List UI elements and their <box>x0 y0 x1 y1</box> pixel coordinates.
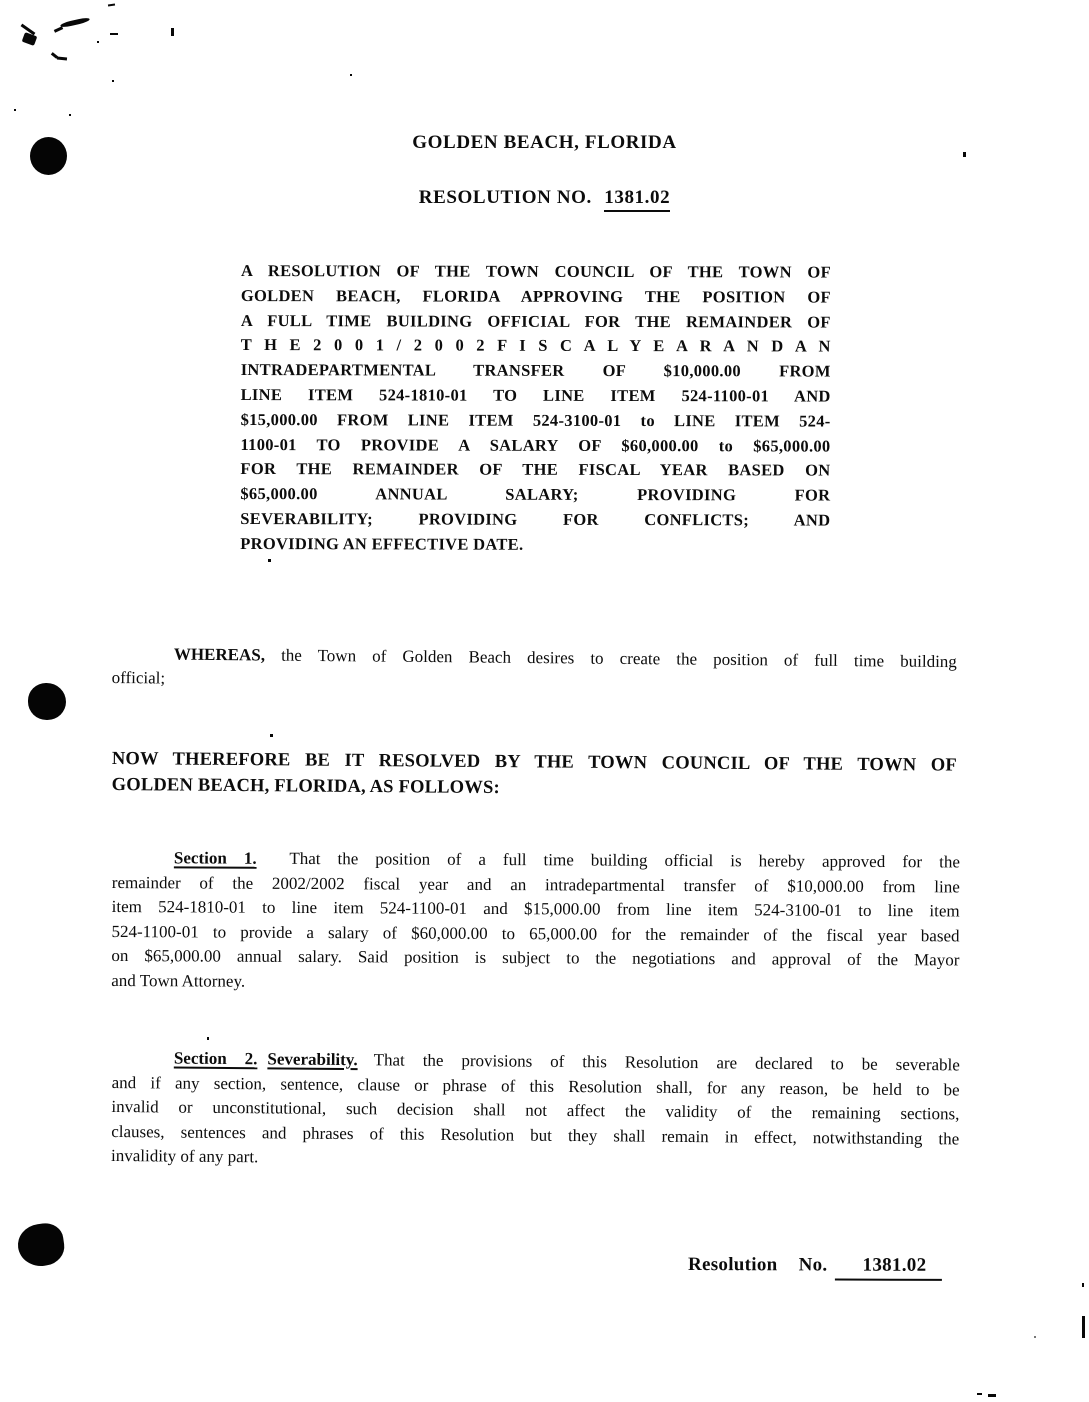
whereas-lead: WHEREAS, <box>173 644 266 665</box>
scan-speck <box>14 109 16 111</box>
scan-speck <box>112 80 114 82</box>
whereas-text: the Town of Golden Beach desires to create the position of full time building <box>281 645 957 672</box>
preamble-line: A FULL TIME BUILDING OFFICIAL FOR THE REMAINDER OF <box>240 310 831 332</box>
section-2-line: clauses, sentences and phrases of this Resolution but they shall remain in effect, notwithstanding the <box>111 1121 960 1149</box>
scan-speck <box>207 1037 209 1040</box>
section-2 <box>111 1046 960 1176</box>
footer-number-underline <box>834 1256 942 1281</box>
section-1-line: item 524-1810-01 to line item 524-1100-01 and $15,000.00 from line item 524-3100-01 to line item <box>111 897 960 921</box>
section-2-subheading: Severability. <box>267 1049 358 1070</box>
preamble-line: A RESOLUTION OF THE TOWN COUNCIL OF THE TOWN OF <box>240 261 831 282</box>
scan-speck <box>1034 1336 1036 1338</box>
resolution-preamble <box>240 259 831 558</box>
pen-mark <box>54 26 63 33</box>
preamble-line: LINE ITEM 524-1810-01 TO LINE ITEM 524-1100-01 AND <box>240 384 831 406</box>
scan-edge-mark <box>1082 1316 1085 1338</box>
section-1-text: That the position of a full time building official is hereby approved for the <box>289 848 960 872</box>
scan-speck <box>268 559 271 562</box>
pen-mark <box>108 4 115 7</box>
section-1 <box>111 846 960 998</box>
section-2-line: invalidity of any part. <box>110 1146 259 1167</box>
scan-speck <box>69 114 71 116</box>
preamble-line: T H E 2 0 0 1 / 2 0 0 2 F I S C A L Y E A R A N D A N <box>240 335 831 356</box>
preamble-line: PROVIDING AN EFFECTIVE DATE. <box>240 533 524 554</box>
preamble-line: $15,000.00 FROM LINE ITEM 524-3100-01 to LINE ITEM 524- <box>240 409 831 431</box>
pen-mark <box>22 32 38 46</box>
preamble-line: FOR THE REMAINDER OF THE FISCAL YEAR BASED ON <box>240 459 831 480</box>
resolved-line: GOLDEN BEACH, FLORIDA, AS FOLLOWS: <box>111 774 500 799</box>
section-1-line: on $65,000.00 annual salary. Said position is subject to the negotiations and approval of the Mayor <box>111 946 960 970</box>
preamble-line: SEVERABILITY; PROVIDING FOR CONFLICTS; AND <box>240 508 831 530</box>
resolution-number-heading <box>0 187 1089 212</box>
scan-speck <box>270 734 273 737</box>
pen-mark <box>60 17 90 29</box>
scan-speck <box>1082 1283 1084 1287</box>
footer-no-label: No. <box>798 1254 828 1276</box>
preamble-line: $65,000.00 ANNUAL SALARY; PROVIDING FOR <box>240 484 831 505</box>
section-2-line: invalid or unconstitutional, such decision shall not affect the validity of the remaining sections, <box>111 1097 960 1124</box>
section-1-line: and Town Attorney. <box>111 970 246 991</box>
scan-speck <box>977 1393 982 1395</box>
pen-mark <box>110 33 118 35</box>
pen-mark <box>171 28 174 36</box>
scan-speck <box>988 1394 996 1397</box>
resolution-number: 1381.02 <box>604 188 670 212</box>
hole-punch-mark <box>28 683 66 720</box>
resolved-clause <box>112 746 957 805</box>
footer-resolution-number <box>688 1254 943 1281</box>
whereas-line: official; <box>111 667 166 688</box>
preamble-line: GOLDEN BEACH, FLORIDA APPROVING THE POSITION OF <box>240 285 831 307</box>
document-title: GOLDEN BEACH, FLORIDA <box>412 132 677 153</box>
section-1-line: remainder of the 2002/2002 fiscal year and an intradepartmental transfer of $10,000.00 from line <box>111 872 960 897</box>
scan-speck <box>97 41 99 43</box>
hole-punch-mark <box>15 1221 66 1269</box>
section-1-line: 524-1100-01 to provide a salary of $60,000.00 to 65,000.00 for the remainder of the fiscal year based <box>111 921 960 946</box>
scan-speck <box>350 74 352 76</box>
preamble-line: 1100-01 TO PROVIDE A SALARY OF $60,000.00 to $65,000.00 <box>240 434 831 456</box>
footer-number: 1381.02 <box>862 1254 927 1276</box>
resolved-line: NOW THEREFORE BE IT RESOLVED BY THE TOWN COUNCIL OF THE TOWN OF <box>111 748 957 776</box>
section-2-line: and if any section, sentence, clause or phrase of this Resolution shall, for any reason, be held to be <box>111 1072 960 1099</box>
section-1-heading: Section 1. <box>173 848 257 868</box>
whereas-clause <box>112 642 957 698</box>
footer-resolution-label: Resolution <box>687 1254 778 1276</box>
pen-mark <box>57 56 67 60</box>
section-2-heading: Section 2. <box>173 1048 258 1069</box>
preamble-line: INTRADEPARTMENTAL TRANSFER OF $10,000.00 FROM <box>240 360 831 381</box>
resolution-label: RESOLUTION NO. <box>418 187 592 208</box>
section-2-text: That the provisions of this Resolution are declared to be severable <box>373 1050 960 1075</box>
